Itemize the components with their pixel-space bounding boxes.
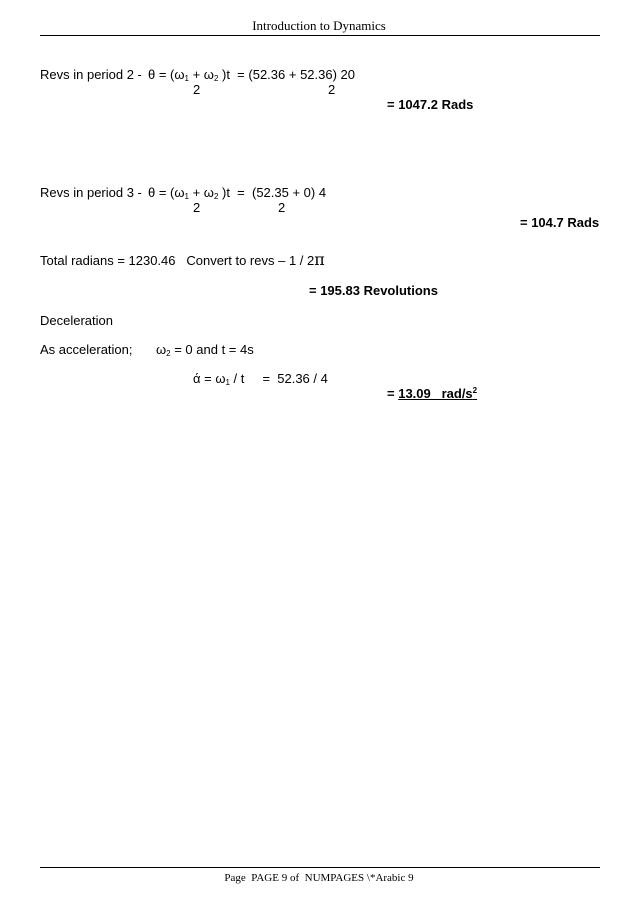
period-3-equation bbox=[148, 186, 326, 199]
period-3-sub1: 1 bbox=[184, 192, 189, 201]
omega-sub: 2 bbox=[166, 349, 171, 358]
period-2-denominator-1: 2 bbox=[193, 82, 201, 97]
acceleration-condition bbox=[156, 343, 254, 356]
formula-sub: 1 bbox=[225, 378, 230, 387]
period-2-sub2: 2 bbox=[213, 74, 219, 83]
period-2-sub1: 1 bbox=[184, 74, 189, 83]
period-2-result: = 1047.2 Rads bbox=[387, 97, 474, 112]
formula-b: / t = 52.36 / 4 bbox=[229, 371, 328, 386]
period-3-denominator-1: 2 bbox=[193, 200, 201, 215]
page-footer: Page PAGE 9 of NUMPAGES \*Arabic 9 bbox=[224, 872, 414, 884]
period-3-denominator-2: 2 bbox=[278, 200, 286, 215]
period-3-plus: + ω bbox=[188, 185, 214, 200]
page-header-title: Introduction to Dynamics bbox=[252, 18, 386, 33]
period-2-plus: + ω bbox=[188, 67, 214, 82]
period-3-theta: θ = (ω bbox=[148, 185, 185, 200]
omega-symbol: ω bbox=[156, 342, 167, 357]
period-3-sub2: 2 bbox=[213, 192, 219, 201]
total-radians-line bbox=[40, 252, 325, 268]
total-radians-text: Total radians = 1230.46 Convert to revs – 1 / 2 bbox=[40, 253, 315, 268]
period-2-label: Revs in period 2 - bbox=[40, 67, 142, 82]
period-3-tail: )t = (52.35 + 0) 4 bbox=[218, 185, 327, 200]
result-value-text: 13.09 rad/s bbox=[398, 386, 473, 401]
period-2-equation bbox=[148, 68, 355, 81]
deceleration-result bbox=[387, 387, 477, 400]
period-2-theta: θ = (ω bbox=[148, 67, 185, 82]
total-result: = 195.83 Revolutions bbox=[309, 283, 438, 298]
result-superscript: 2 bbox=[472, 386, 478, 395]
period-3-result: = 104.7 Rads bbox=[520, 215, 600, 230]
footer-rule bbox=[40, 867, 600, 868]
result-prefix: = bbox=[387, 386, 399, 401]
formula-a: ά = ω bbox=[193, 371, 226, 386]
period-2-tail: )t = (52.36 + 52.36) 20 bbox=[218, 67, 355, 82]
header-rule bbox=[40, 35, 600, 36]
acceleration-formula bbox=[193, 372, 328, 385]
deceleration-heading: Deceleration bbox=[40, 313, 113, 328]
result-value bbox=[398, 386, 477, 401]
period-3-label: Revs in period 3 - bbox=[40, 185, 142, 200]
pi-symbol: π bbox=[314, 250, 325, 269]
condition-text: = 0 and t = 4s bbox=[170, 342, 254, 357]
period-2-denominator-2: 2 bbox=[328, 82, 336, 97]
acceleration-label: As acceleration; bbox=[40, 342, 133, 357]
